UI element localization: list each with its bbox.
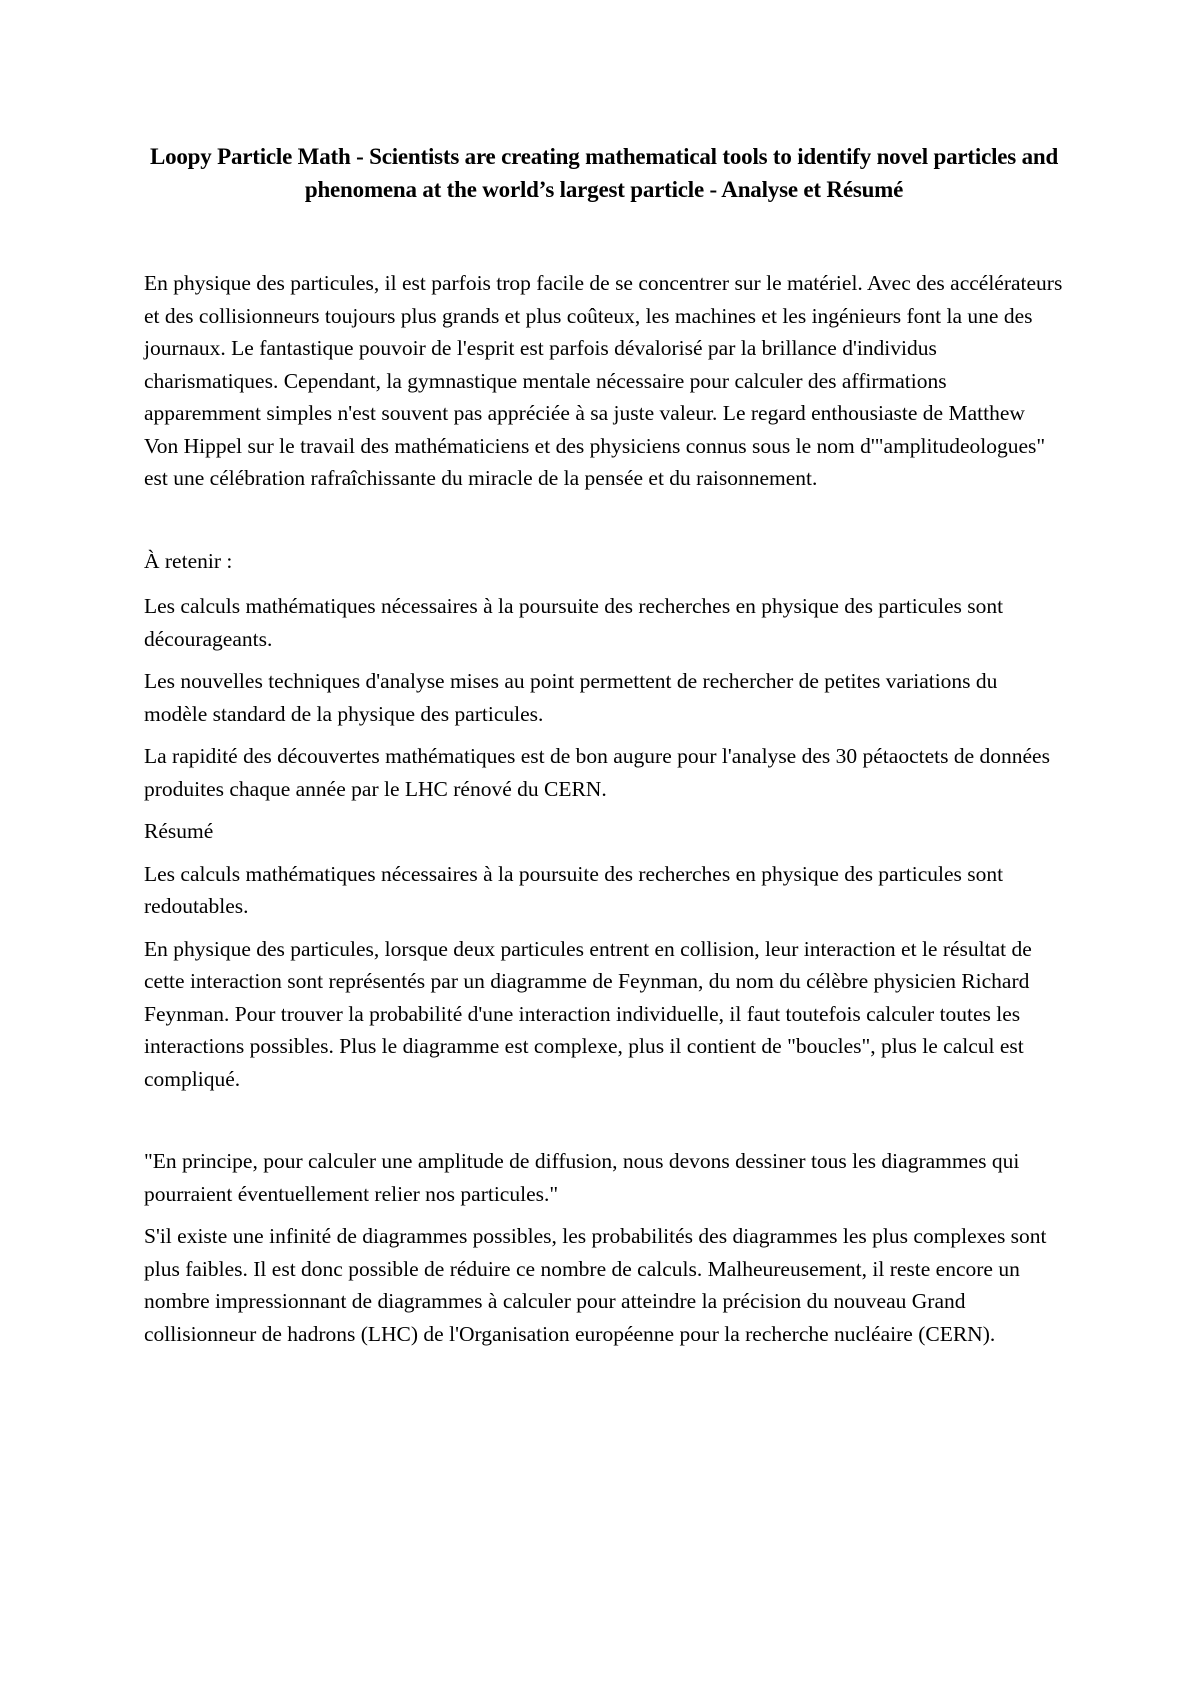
intro-paragraph: En physique des particules, il est parfois trop facile de se concentrer sur le matériel. Avec des accélérateurs et des collisionneurs toujours plus grands et plus coûteux, les machines et les ingénieurs font la une des journaux. Le fantastique pouvoir de l'esprit est parfois dévalorisé par la brillance d'individus charismatiques. Cependant, la gymnastique mentale nécessaire pour calculer des affirmations apparemment simples n'est souvent pas appréciée à sa juste valeur. Le regard enthousiaste de Matthew Von Hippel sur le travail des mathématiciens et des physiciens connus sous le nom d'"amplitudeologues" est une célébration rafraîchissante du miracle de la pensée et du raisonnement. <box>144 271 1063 490</box>
document-title: Loopy Particle Math - Scientists are creating mathematical tools to identify novel particles and phenomena at the world’s largest particle - Analyse et Résumé <box>149 144 1059 202</box>
quote-paragraph: "En principe, pour calculer une amplitude de diffusion, nous devons dessiner tous les diagrammes qui pourraient éventuellement relier nos particules." <box>144 1149 1020 1206</box>
summary-heading: Résumé <box>144 819 214 843</box>
summary-paragraph: Les calculs mathématiques nécessaires à la poursuite des recherches en physique des particules sont redoutables. <box>144 861 1004 918</box>
document-content <box>144 140 1064 1350</box>
takeaway-item: La rapidité des découvertes mathématiques est de bon augure pour l'analyse des 30 pétaoctets de données produites chaque année par le LHC rénové du CERN. <box>144 744 1050 801</box>
takeaway-item: Les calculs mathématiques nécessaires à la poursuite des recherches en physique des particules sont décourageants. <box>144 594 1004 651</box>
takeaways-heading: À retenir : <box>144 548 233 573</box>
takeaway-item: Les nouvelles techniques d'analyse mises au point permettent de rechercher de petites variations du modèle standard de la physique des particules. <box>144 669 998 726</box>
summary-paragraph: En physique des particules, lorsque deux particules entrent en collision, leur interaction et le résultat de cette interaction sont représentés par un diagramme de Feynman, du nom du célèbre physicien Richard Feynman. Pour trouver la probabilité d'une interaction individuelle, il faut toutefois calculer toutes les interactions possibles. Plus le diagramme est complexe, plus il contient de "boucles", plus le calcul est compliqué. <box>144 936 1032 1091</box>
closing-paragraph: S'il existe une infinité de diagrammes possibles, les probabilités des diagrammes les plus complexes sont plus faibles. Il est donc possible de réduire ce nombre de calculs. Malheureusement, il reste encore un nombre impressionnant de diagrammes à calculer pour atteindre la précision du nouveau Grand collisionneur de hadrons (LHC) de l'Organisation européenne pour la recherche nucléaire (CERN). <box>144 1224 1047 1346</box>
